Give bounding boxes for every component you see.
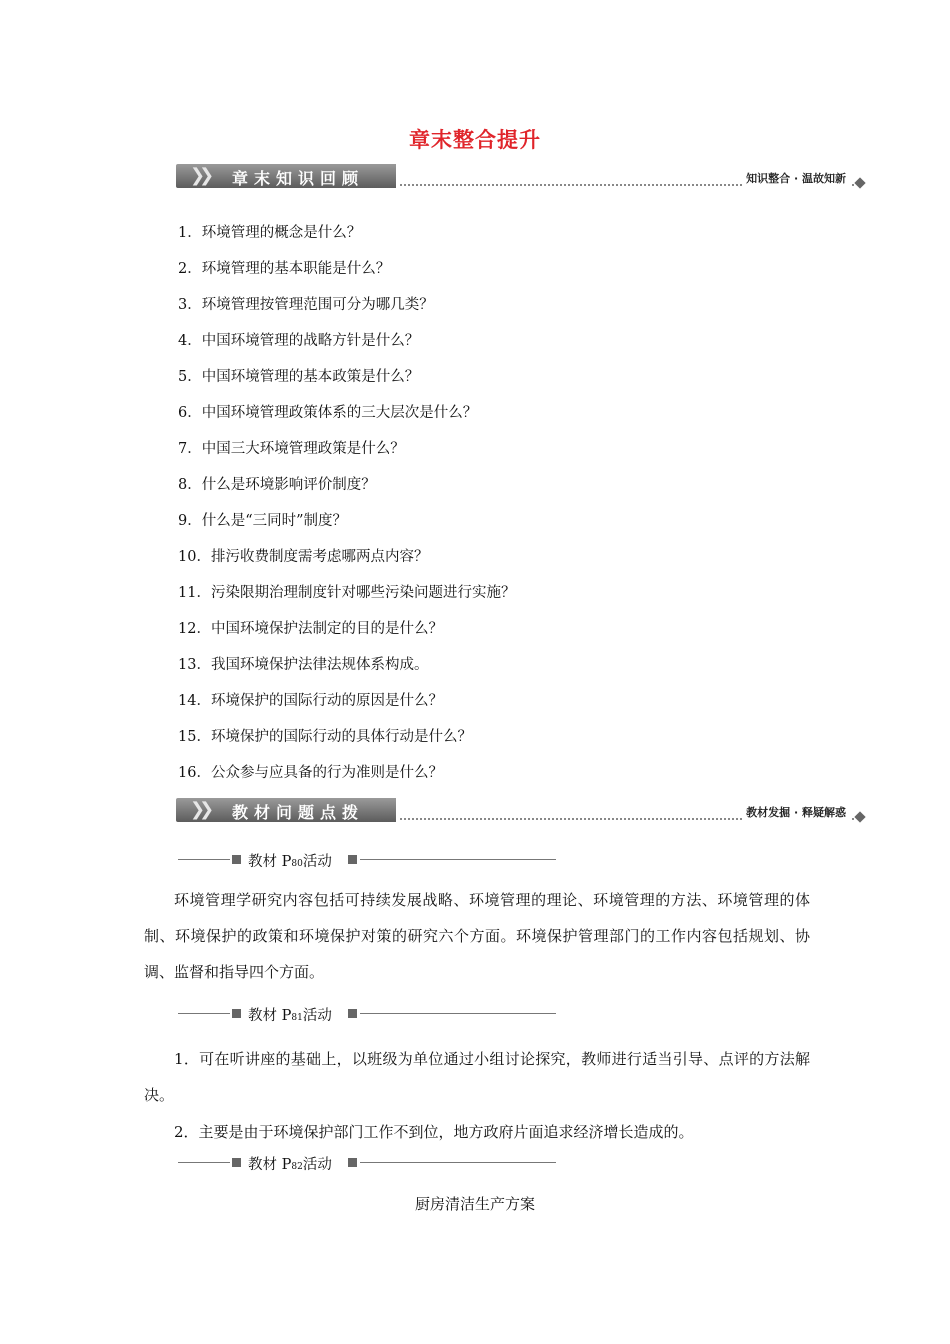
question-item: 14．环境保护的国际行动的原因是什么？ (178, 693, 443, 709)
chevron-icon: ❯❯ (190, 165, 209, 186)
question-item: 9．什么是“三同时”制度？ (178, 513, 348, 529)
question-item: 2．环境管理的基本职能是什么？ (178, 261, 391, 277)
rule-line (178, 859, 230, 860)
paragraph: 2．主要是由于环境保护部门工作不到位，地方政府片面追求经济增长造成的。 (174, 1123, 694, 1141)
activity-heading (178, 1153, 556, 1173)
question-item: 7．中国三大环境管理政策是什么？ (178, 441, 405, 457)
section-header-review (176, 164, 866, 190)
plan-title: 厨房清洁生产方案 (414, 1195, 535, 1213)
rule-line (360, 859, 556, 860)
question-item: 3．环境管理按管理范围可分为哪几类？ (178, 297, 434, 313)
diamond-icon (854, 811, 865, 822)
question-item: 15．环境保护的国际行动的具体行动是什么？ (178, 729, 472, 745)
question-item: 11．污染限期治理制度针对哪些污染问题进行实施？ (178, 585, 516, 601)
question-item: 8．什么是环境影响评价制度？ (178, 477, 376, 493)
question-item: 6．中国环境管理政策体系的三大层次是什么？ (178, 405, 478, 421)
question-item: 5．中国环境管理的基本政策是什么？ (178, 369, 420, 385)
square-marker-icon (232, 855, 241, 864)
section-subtitle: 知识整合 · 温故知新 (742, 170, 850, 186)
square-marker-icon (232, 1158, 241, 1167)
rule-line (178, 1162, 230, 1163)
square-marker-icon (232, 1009, 241, 1018)
activity-heading (178, 850, 556, 870)
activity-label: 教材 P81活动 (248, 1008, 332, 1024)
question-item: 16．公众参与应具备的行为准则是什么？ (178, 765, 443, 781)
rule-line (178, 1013, 230, 1014)
section-header-textbook (176, 798, 866, 824)
section-label: 教材问题点拨 (232, 803, 365, 822)
question-item: 1．环境管理的概念是什么？ (178, 225, 362, 241)
section-subtitle: 教材发掘 · 释疑解惑 (742, 804, 850, 820)
square-marker-icon (348, 1158, 357, 1167)
question-item: 4．中国环境管理的战略方针是什么？ (178, 333, 420, 349)
question-item: 13．我国环境保护法律法规体系构成。 (178, 657, 429, 673)
square-marker-icon (348, 855, 357, 864)
activity-label: 教材 P82活动 (248, 1157, 332, 1173)
paragraph: 1．可在听讲座的基础上，以班级为单位通过小组讨论探究，教师进行适当引导、点评的方法解决。 (144, 1050, 810, 1104)
activity-heading (178, 1004, 556, 1024)
question-item: 10．排污收费制度需考虑哪两点内容？ (178, 549, 429, 565)
rule-line (360, 1013, 556, 1014)
diamond-icon (854, 177, 865, 188)
question-item: 12．中国环境保护法制定的目的是什么？ (178, 621, 443, 637)
square-marker-icon (348, 1009, 357, 1018)
page-title: 章末整合提升 (409, 128, 541, 152)
section-label: 章末知识回顾 (232, 169, 365, 188)
activity-label: 教材 P80活动 (248, 854, 332, 870)
chevron-icon: ❯❯ (190, 799, 209, 820)
paragraph: 环境管理学研究内容包括可持续发展战略、环境管理的理论、环境管理的方法、环境管理的体制、环境保护的政策和环境保护对策的研究六个方面。环境保护管理部门的工作内容包括规划、协调、监督和指导四个方面。 (144, 891, 810, 981)
rule-line (360, 1162, 556, 1163)
